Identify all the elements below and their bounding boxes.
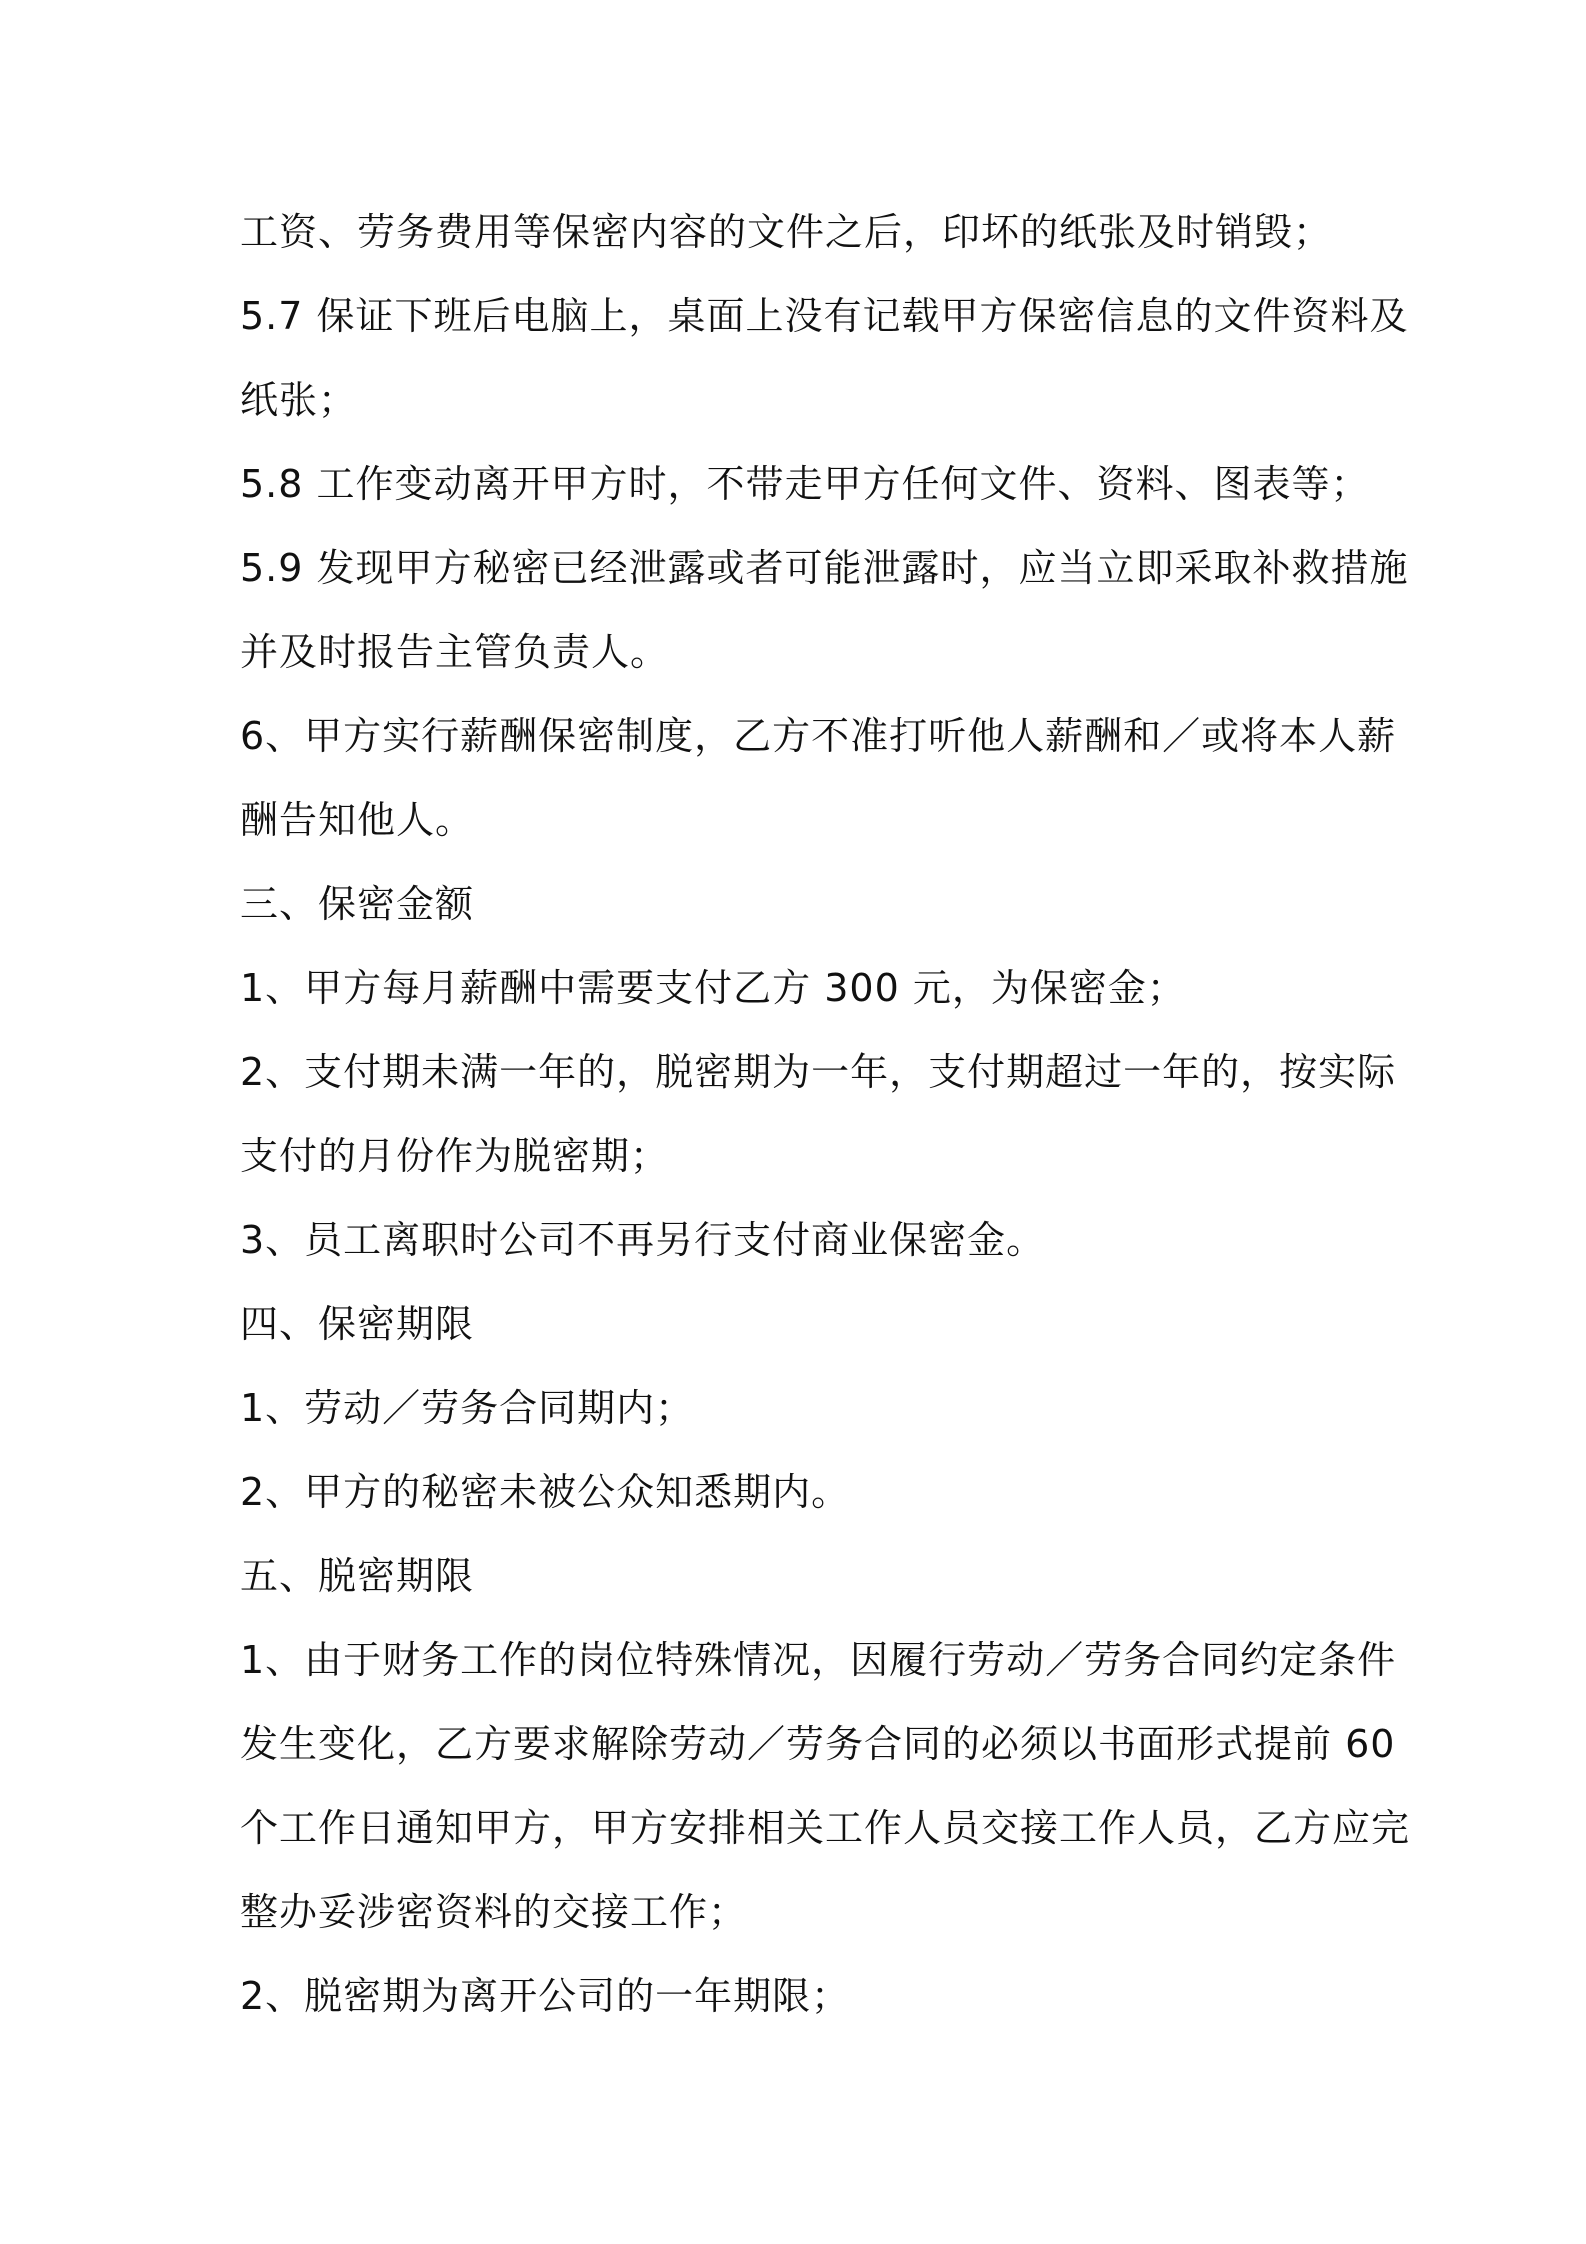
- text-line: 并及时报告主管负责人。: [240, 630, 670, 674]
- text-line: 1、劳动／劳务合同期内；: [240, 1386, 695, 1430]
- text-line: 5.7 保证下班后电脑上，桌面上没有记载甲方保密信息的文件资料及: [240, 294, 1409, 338]
- text-line: 整办妥涉密资料的交接工作；: [240, 1890, 748, 1934]
- section-heading: 三、保密金额: [240, 882, 475, 926]
- text-line: 酬告知他人。: [240, 798, 475, 842]
- text-line: 3、员工离职时公司不再另行支付商业保密金。: [240, 1218, 1046, 1262]
- text-line: 5.9 发现甲方秘密已经泄露或者可能泄露时，应当立即采取补救措施: [240, 546, 1409, 590]
- text-line: 支付的月份作为脱密期；: [240, 1134, 670, 1178]
- text-line: 1、甲方每月薪酬中需要支付乙方 300 元，为保密金；: [240, 966, 1186, 1010]
- document-body: [240, 190, 1411, 2038]
- text-line: 工资、劳务费用等保密内容的文件之后，印坏的纸张及时销毁；: [240, 210, 1333, 254]
- text-line: 个工作日通知甲方，甲方安排相关工作人员交接工作人员，乙方应完: [240, 1806, 1411, 1850]
- section-heading: 四、保密期限: [240, 1302, 475, 1346]
- text-line: 5.8 工作变动离开甲方时，不带走甲方任何文件、资料、图表等；: [240, 462, 1370, 506]
- text-line: 2、甲方的秘密未被公众知悉期内。: [240, 1470, 851, 1514]
- text-line: 6、甲方实行薪酬保密制度，乙方不准打听他人薪酬和／或将本人薪: [240, 714, 1397, 758]
- text-line: 1、由于财务工作的岗位特殊情况，因履行劳动／劳务合同约定条件: [240, 1638, 1397, 1682]
- text-line: 纸张；: [240, 378, 358, 422]
- text-line: 发生变化，乙方要求解除劳动／劳务合同的必须以书面形式提前 60: [240, 1722, 1396, 1766]
- section-heading: 五、脱密期限: [240, 1554, 475, 1598]
- text-line: 2、脱密期为离开公司的一年期限；: [240, 1974, 851, 2018]
- text-line: 2、支付期未满一年的，脱密期为一年，支付期超过一年的，按实际: [240, 1050, 1397, 1094]
